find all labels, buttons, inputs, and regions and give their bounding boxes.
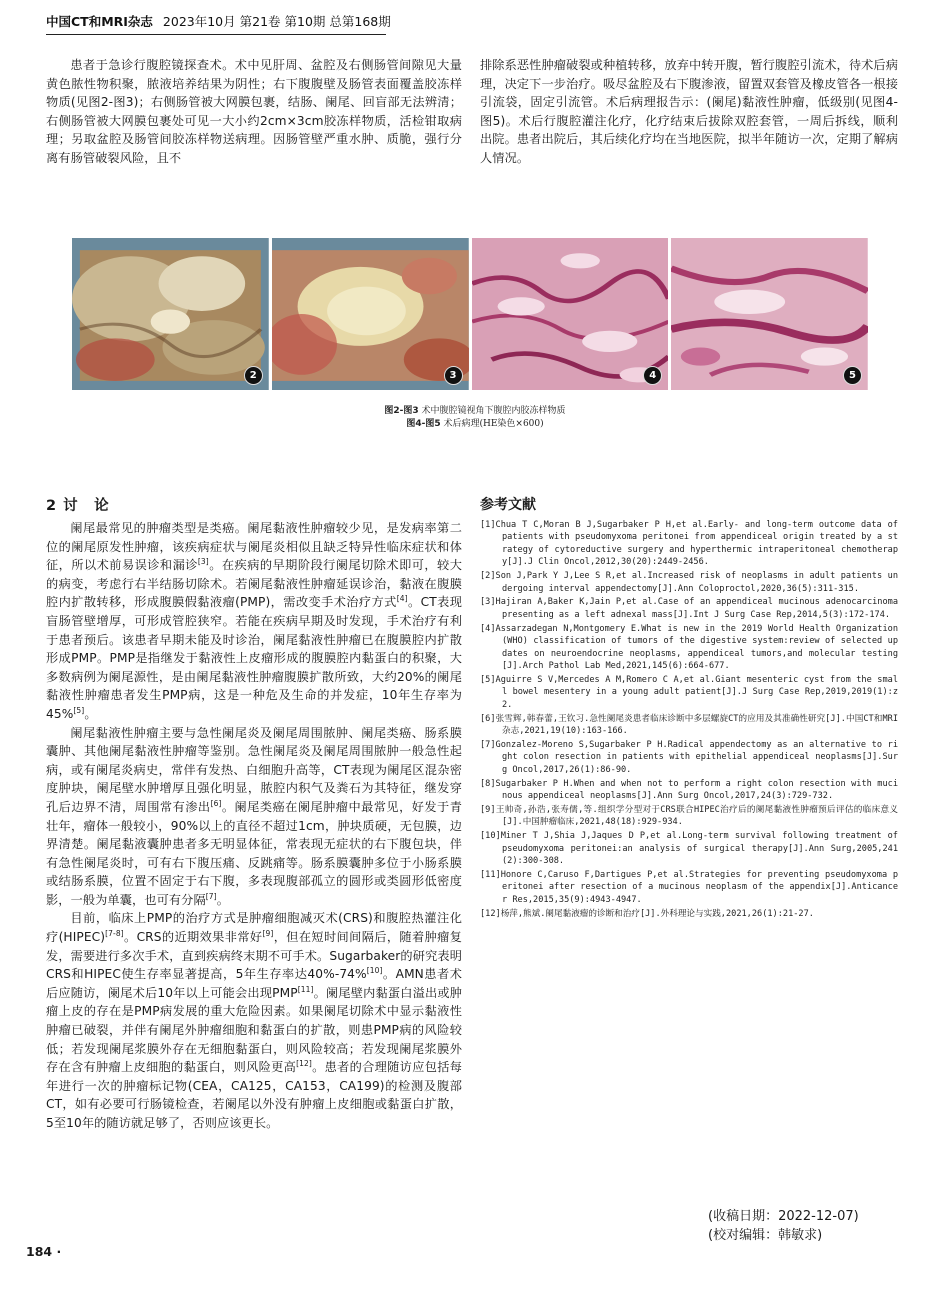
histology-image-2 — [671, 238, 868, 390]
references-title: 参考文献 — [480, 497, 536, 513]
proof-editor: (校对编辑：韩敏求) — [708, 1228, 823, 1243]
figure-captions — [0, 405, 950, 431]
top-left-column — [46, 56, 462, 168]
case-text-right: 排除系恶性肿瘤破裂或种植转移，放弃中转开腹，暂行腹腔引流术，待术后病理，决定下一步治疗。吸尽盆腔及右下腹渗液，留置双套管及橡皮管各一根接引流袋，固定引流管。术后病理报告示：(阑尾)黏液性肿瘤，低级别(见图4-图5)。术后行腹腔灌注化疗，化疗结束后拔除双腔套管，一周后拆线，顺利出院。患者出院后，其后续化疗均在当地医院，拟半年随访一次，定期了解病人情况。 — [480, 58, 898, 165]
case-text-left: 患者于急诊行腹腔镜探查术。术中见肝周、盆腔及右侧肠管间隙见大量黄色脓性物积聚，脓液培养结果为阴性；右下腹腹壁及肠管表面覆盖胶冻样物质(见图2-图3)；右侧肠管被大网膜包裹，结肠、阑尾、回盲部无法辨清；右侧肠管被大网膜包裹处可见一大小约2cm×3cm胶冻样物质，活检钳取病理；另取盆腔及肠管间胶冻样物送病理。因肠管壁严重水肿、质脆，强行分离有肠管破裂风险，且不 — [46, 58, 462, 165]
reference-item: [10]Miner T J,Shia J,Jaques D P,et al.Long-term survival following treatment of pseudomyxoma peritonei:an analysis of surgical therapy[J].Ann Surg,2005,241(2):300-308. — [480, 831, 898, 867]
panel-number-4: 4 — [643, 366, 662, 385]
laparoscopy-image-1 — [72, 238, 269, 390]
received-info — [708, 1207, 859, 1245]
caption-label-1: 图2-图3 — [384, 406, 419, 416]
panel-number-2: 2 — [244, 366, 263, 385]
citation[interactable]: [4] — [396, 594, 408, 604]
laparoscopy-image-2 — [272, 238, 469, 390]
reference-item: [12]杨萍,熊斌.阑尾黏液瘤的诊断和治疗[J].外科理论与实践,2021,26(1):21-27. — [480, 908, 814, 919]
citation[interactable]: [12] — [296, 1059, 312, 1069]
figure-caption-2 — [0, 418, 950, 431]
reference-item: [11]Honore C,Caruso F,Dartigues P,et al.Strategies for preventing pseudomyxoma peritonei after resection of a mucinous neoplasm of the appendix[J].Anticancer Res,2015,35(9):4943-4947. — [480, 869, 898, 905]
caption-label-2: 图4-图5 — [406, 419, 441, 429]
references-column — [480, 494, 898, 922]
issue-info: 2023年10月 第21卷 第10期 总第168期 — [162, 14, 391, 29]
figure-panel-4 — [472, 238, 669, 390]
top-right-column — [480, 56, 898, 168]
caption-text-1: 术中腹腔镜视角下腹腔内胶冻样物质 — [418, 406, 566, 416]
reference-item: [2]Son J,Park Y J,Lee S R,et al.Increased risk of neoplasms in adult patients undergoing interval appendectomy[J].Ann Coloproctol,2020,36(5):311-315. — [480, 571, 898, 594]
discussion-paragraph-3: 目前，临床上PMP的治疗方式是肿瘤细胞减灭术(CRS)和腹腔热灌注化疗(HIPEC)[7-8]。CRS的近期效果非常好[9]，但在短时间间隔后，随着肿瘤复发，需要进行多次手术，直到疾病终末期不可手术。Sugarbaker的研究表明CRS和HIPEC使生存率显著提高，5年生存率达40%-74%[10]。AMN患者术后应随访，阑尾术后10年以上可能会出现PMP[11]。阑尾壁内黏蛋白溢出或肿瘤上皮的存在是PMP病发展的重大危险因素。如果阑尾切除术中显示黏液性肿瘤已破裂，并伴有阑尾外肿瘤细胞和黏蛋白的扩散，则患PMP病的风险较低；若发现阑尾浆膜外存在无细胞黏蛋白，则风险较高；若发现阑尾浆膜外存在含有肿瘤上皮细胞的黏蛋白，则风险更高[12]。患者的合理随访应包括每年进行一次的肿瘤标记物(CEA，CA125，CA153，CA199)的检测及腹部CT，如有必要可行肠镜检查，若阑尾以外没有肿瘤上皮细胞或黏蛋白扩散，5至10年的随访就足够了，否则应该更长。 — [46, 911, 463, 1130]
reference-item: [4]Assarzadegan N,Montgomery E.What is new in the 2019 World Health Organization (WHO) classification of tumors of the digestive system:review of selected updates on neuroendocrine neoplasms, appendiceal tumors,and molecular testing[J].Arch Pathol Lab Med,2021,145(6):664-677. — [480, 623, 898, 671]
figure-caption-1 — [0, 405, 950, 418]
discussion-title: 2 讨 论 — [46, 498, 110, 514]
reference-item: [5]Aguirre S V,Mercedes A M,Romero C A,et al.Giant mesenteric cyst from the small bowel mesentery in a young adult patient[J].J Surg Case Rep,2019,2019(1):z2. — [480, 674, 898, 710]
histology-image-1 — [472, 238, 669, 390]
reference-item: [8]Sugarbaker P H.When and when not to perform a right colon resection with mucinous appendiceal neoplasms[J].Ann Surg Oncol,2017,24(3):729-732. — [480, 778, 898, 802]
reference-item: [6]张雪辉,韩春蕾,王钦习.急性阑尾炎患者临床诊断中多层螺旋CT的应用及其准确性研究[J].中国CT和MRI杂志,2021,19(10):163-166. — [480, 713, 898, 736]
figure-panels — [72, 238, 868, 390]
running-header — [46, 12, 391, 35]
citation[interactable]: [10] — [366, 966, 383, 976]
discussion-column — [46, 494, 462, 1133]
figure-panel-3 — [272, 238, 469, 390]
figure-panel-2 — [72, 238, 269, 390]
panel-number-3: 3 — [444, 366, 463, 385]
citation[interactable]: [9] — [262, 929, 274, 939]
journal-name: 中国CT和MRI杂志 — [46, 14, 153, 29]
discussion-paragraph-2: 阑尾黏液性肿瘤主要与急性阑尾炎及阑尾周围脓肿、阑尾类癌、肠系膜囊肿、其他阑尾黏液性肿瘤等鉴别。急性阑尾炎及阑尾周围脓肿一般急性起病，或有阑尾炎病史，常伴有发热、白细胞升高等，CT表现为阑尾区混杂密度肿块，阑尾壁水肿增厚且强化明显，脓腔内积气及粪石为其特征，继发穿孔后边界不清，周围常有渗出[6]。阑尾类癌在阑尾肿瘤中最常见，好发于青壮年，瘤体一般较小，90%以上的直径不超过1cm，肿块质硬，无包膜，边界清楚。阑尾黏液囊肿患者多无明显体征，常表现无症状的右下腹包块，伴有急性阑尾炎时，可有右下腹压痛、反跳痛等。肠系膜囊肿多位于小肠系膜或结肠系膜，位置不固定于右下腹，多表现腹部孤立的圆形或类圆形低密度影，一般为单囊，也可有分隔[7]。 — [46, 725, 462, 907]
citation[interactable]: [7] — [205, 891, 217, 901]
citation[interactable]: [11] — [297, 984, 314, 994]
citation[interactable]: [6] — [210, 798, 222, 808]
reference-item: [7]Gonzalez-Moreno S,Sugarbaker P H.Radical appendectomy as an alternative to right colon resection in patients with epithelial appendiceal neoplasms[J].Surg Oncol,2017,26(1):86-90. — [480, 739, 898, 775]
panel-number-5: 5 — [843, 366, 862, 385]
reference-item: [3]Hajiran A,Baker K,Jain P,et al.Case of an appendiceal mucinous adenocarcinoma presenting as a left adnexal mass[J].Int J Surg Case Rep,2014,5(3):172-174. — [480, 597, 898, 620]
caption-text-2: 术后病理(HE染色×600) — [440, 419, 544, 429]
reference-item: [9]王帅奇,孙浩,张寿儒,等.组织学分型对于CRS联合HIPEC治疗后的阑尾黏液性肿瘤预后评估的临床意义[J].中国肿瘤临床,2021,48(18):929-934. — [480, 804, 898, 828]
discussion-paragraph-1: 阑尾最常见的肿瘤类型是类癌。阑尾黏液性肿瘤较少见，是发病率第二位的阑尾原发性肿瘤，该疾病症状与阑尾炎相似且缺乏特异性临床症状和体征，所以术前易误诊和漏诊[3]。在疾病的早期阶段行阑尾切除术即可，较大的病变，考虑行右半结肠切除术。若阑尾黏液性肿瘤延误诊治，黏液在腹膜腔内扩散转移，形成腹膜假黏液瘤(PMP)，需改变手术治疗方式[4]。CT表现盲肠管壁增厚，可形成管腔狭窄。若能在疾病早期及时发现，手术治疗有利于患者预后。该患者早期未能及时诊治，阑尾黏液性肿瘤已在腹膜腔内扩散形成PMP。PMP是指继发于黏液性上皮瘤形成的腹膜腔内黏蛋白的积聚，大多数病例为阑尾源性，是由阑尾黏液性肿瘤腹膜扩散所致，大约20%的阑尾黏液性肿瘤患者发生PMP病，这是一种危及生命的并发症，10年生存率为45%[5]。 — [46, 521, 463, 721]
citation[interactable]: [5] — [73, 705, 85, 715]
page-number: 184 · — [26, 1244, 62, 1259]
citation[interactable]: [7-8] — [105, 929, 124, 939]
citation[interactable]: [3] — [197, 557, 209, 567]
received-date: (收稿日期：2022-12-07) — [708, 1209, 859, 1224]
reference-item: [1]Chua T C,Moran B J,Sugarbaker P H,et al.Early- and long-term outcome data of patients with pseudomyxoma peritonei from appendiceal origin treated by a strategy of cytoreductive surgery and hyperthermic intraperitoneal chemotherapy[J].J Clin Oncol,2012,30(20):2449-2456. — [480, 520, 898, 568]
figure-panel-5 — [671, 238, 868, 390]
